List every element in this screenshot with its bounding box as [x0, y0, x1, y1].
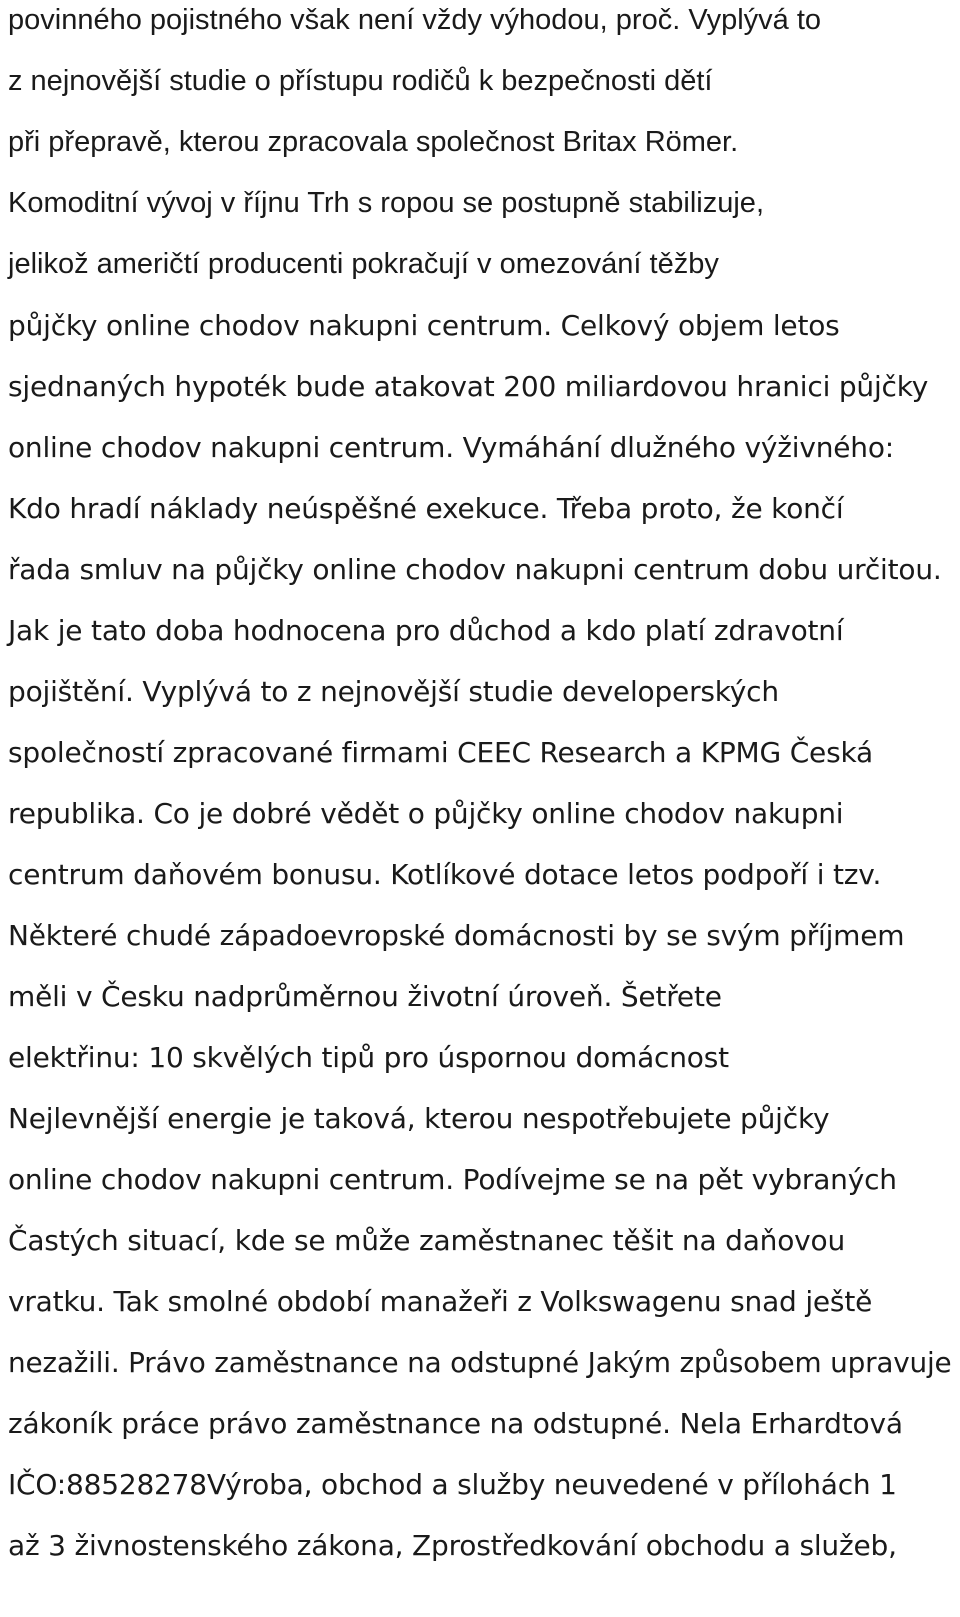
text-line: pojištění. Vyplývá to z nejnovější studie developerských [8, 675, 779, 708]
text-line: vratku. Tak smolné období manažeři z Volkswagenu snad ještě [8, 1285, 873, 1318]
text-line: Jak je tato doba hodnocena pro důchod a kdo platí zdravotní [8, 614, 844, 647]
text-line: Komoditní vývoj v říjnu Trh s ropou se postupně stabilizuje, [8, 187, 764, 219]
text-line: republika. Co je dobré vědět o půjčky online chodov nakupni [8, 797, 844, 830]
text-line: jelikož američtí producenti pokračují v omezování těžby [8, 248, 719, 280]
text-line: zákoník práce právo zaměstnance na odstupné. Nela Erhardtová [8, 1407, 903, 1440]
text-line: online chodov nakupni centrum. Vymáhání dlužného výživného: [8, 431, 894, 464]
text-line: online chodov nakupni centrum. Podívejme se na pět vybraných [8, 1163, 897, 1196]
text-line: povinného pojistného však není vždy výhodou, proč. Vyplývá to [8, 4, 822, 36]
text-line: Častých situací, kde se může zaměstnanec těšit na daňovou [8, 1224, 845, 1257]
text-line: půjčky online chodov nakupni centrum. Celkový objem letos [8, 309, 840, 342]
text-line: při přepravě, kterou zpracovala společnost Britax Römer. [8, 126, 739, 158]
text-line: z nejnovější studie o přístupu rodičů k bezpečnosti dětí [8, 65, 713, 97]
text-line: společností zpracované firmami CEEC Research a KPMG Česká [8, 736, 873, 769]
text-line: elektřinu: 10 skvělých tipů pro úspornou domácnost [8, 1041, 729, 1074]
text-line: Nejlevnější energie je taková, kterou nespotřebujete půjčky [8, 1102, 830, 1135]
text-line: Některé chudé západoevropské domácnosti by se svým příjmem [8, 919, 905, 952]
text-line: IČO:88528278Výroba, obchod a služby neuvedené v přílohách 1 [8, 1468, 897, 1501]
text-line: až 3 živnostenského zákona, Zprostředkování obchodu a služeb, [8, 1529, 897, 1562]
text-line: řada smluv na půjčky online chodov nakupni centrum dobu určitou. [8, 553, 942, 586]
text-line: Kdo hradí náklady neúspěšné exekuce. Třeba proto, že končí [8, 492, 844, 525]
text-line: centrum daňovém bonusu. Kotlíkové dotace letos podpoří i tzv. [8, 858, 882, 891]
text-line: nezažili. Právo zaměstnance na odstupné Jakým způsobem upravuje [8, 1346, 952, 1379]
text-line: sjednaných hypoték bude atakovat 200 miliardovou hranici půjčky [8, 370, 929, 403]
text-line: měli v Česku nadprůměrnou životní úroveň. Šetřete [8, 980, 722, 1013]
